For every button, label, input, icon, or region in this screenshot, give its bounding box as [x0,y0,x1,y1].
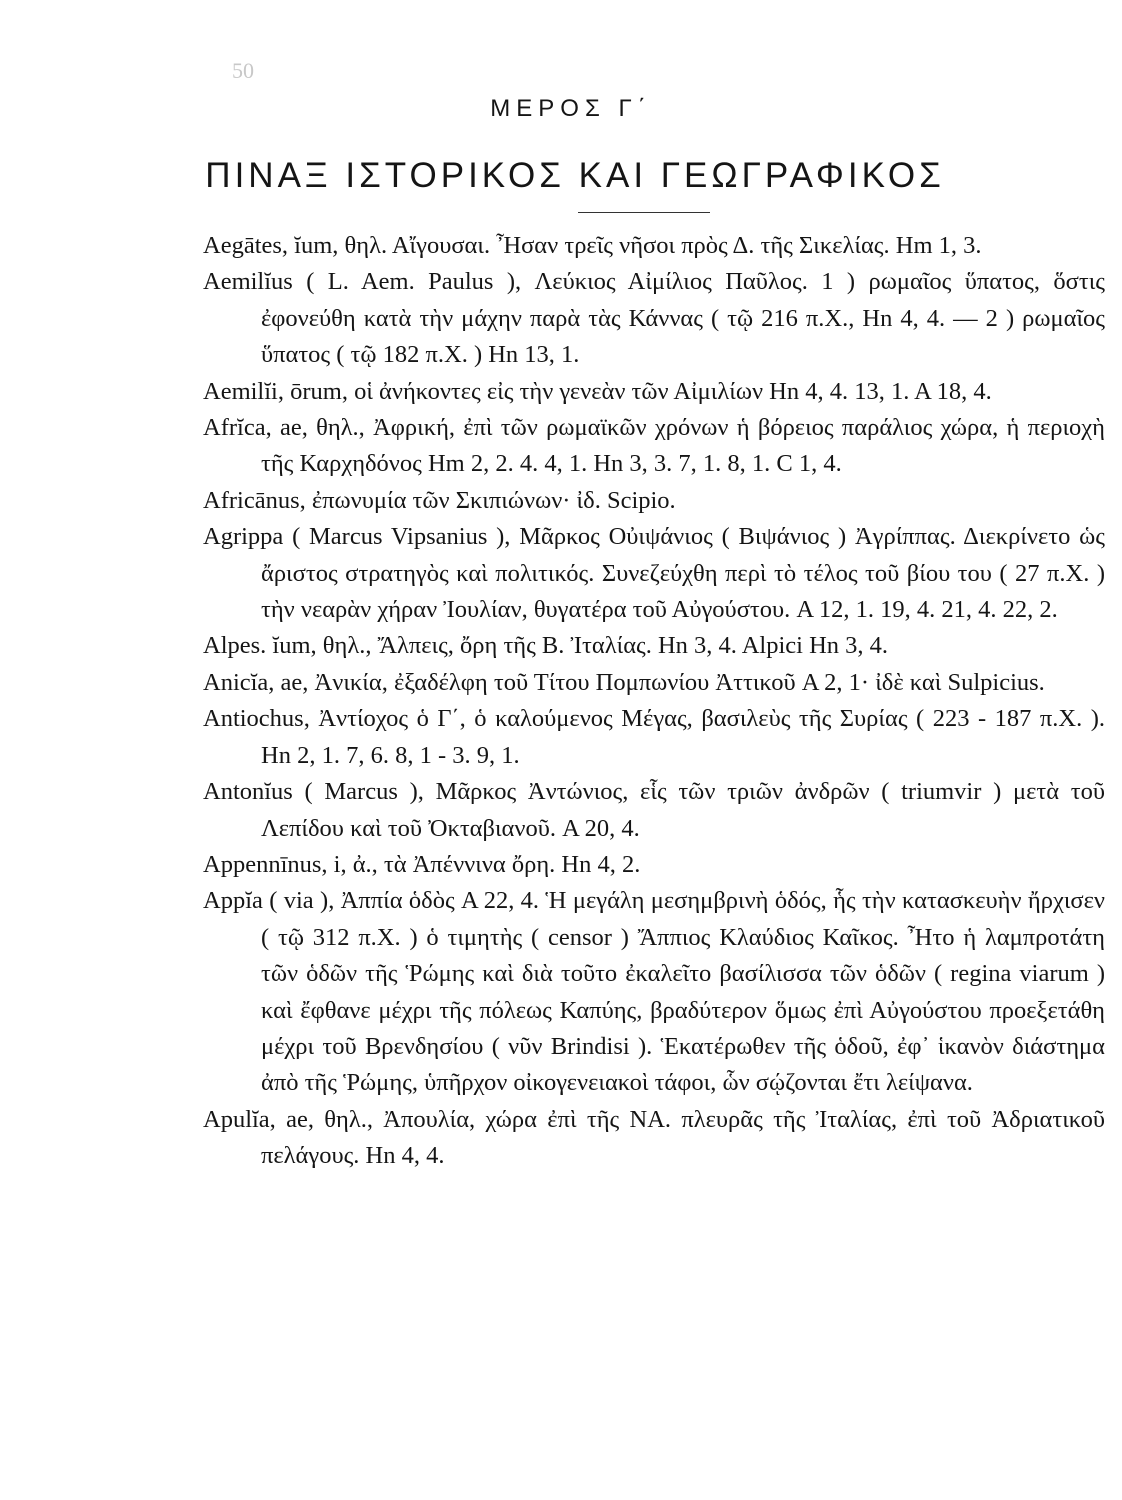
page-title: ΠΙΝΑΞ ΙΣΤΟΡΙΚΟΣ ΚΑΙ ΓΕΩΓΡΑΦΙΚΟΣ [205,156,945,195]
index-entry-apulia: Apulĭa, ae, θηλ., Ἀπουλία, χώρα ἐπὶ τῆς ΝΑ. πλευρᾶς τῆς Ἰταλίας, ἐπὶ τοῦ Ἀδριατικοῦ πελάγους. Hn 4, 4. [203,1105,1105,1170]
index-entry-appenninus: Appennīnus, i, ἀ., τὰ Ἀπέννινα ὄρη. Hn 4, 2. [203,850,641,878]
index-entry-aemilii: Aemilĭi, ōrum, οἱ ἀνήκοντες εἰς τὴν γενεὰν τῶν Αἰμιλίων Hn 4, 4. 13, 1. A 18, 4. [203,377,992,405]
part-heading: ΜΕΡΟΣ Γ΄ [490,95,652,122]
index-entry-anicia: Anicĭa, ae, Ἀνικία, ἐξαδέλφη τοῦ Τίτου Πομπωνίου Ἀττικοῦ A 2, 1· ἰδὲ καὶ Sulpicius. [203,668,1045,696]
title-divider [578,212,710,213]
index-entry-alpes: Alpes. ĭum, θηλ., Ἄλπεις, ὄρη τῆς Β. Ἰταλίας. Hn 3, 4. Alpici Hn 3, 4. [203,632,889,660]
index-entry-agrippa: Agrippa ( Marcus Vipsanius ), Μᾶρκος Οὐιψάνιος ( Βιψάνιος ) Ἀγρίππας. Διεκρίνετο ὡς ἄριστος στρατηγὸς καὶ πολιτικός. Συνεζεύχθη περὶ τὸ τέλος τοῦ βίου του ( 27 π.Χ. ) τὴν νεαρὰν χήραν Ἰουλίαν, θυγατέρα τοῦ Αὐγούστου. A 12, 1. 19, 4. 21, 4. 22, 2. [203,523,1105,624]
index-entry-antiochus: Antiochus, Ἀντίοχος ὁ Γ΄, ὁ καλούμενος Μέγας, βασιλεὺς τῆς Συρίας ( 223 - 187 π.Χ. ). Hn 2, 1. 7, 6. 8, 1 - 3. 9, 1. [203,705,1105,769]
page-number: 50 [232,58,254,83]
index-entry-africa: Afrĭca, ae, θηλ., Ἀφρική, ἐπὶ τῶν ρωμαϊκῶν χρόνων ἡ βόρειος παράλιος χώρα, ἡ περιοχὴ τῆς Καρχηδόνος Hm 2, 2. 4. 4, 1. Hn 3, 3. 7, 1. 8, 1. C 1, 4. [203,414,1105,478]
index-entry-appia: Appĭa ( via ), Ἀππία ὁδὸς A 22, 4. Ἡ μεγάλη μεσημβρινὴ ὁδός, ἧς τὴν κατασκευὴν ἤρχισεν ( τῷ 312 π.Χ. ) ὁ τιμητὴς ( censor ) Ἄππιος Κλαύδιος Καῖκος. Ἦτο ἡ λαμπροτάτη τῶν ὁδῶν τῆς Ῥώμης καὶ διὰ τοῦτο ἐκαλεῖτο βασίλισσα τῶν ὁδῶν ( regina viarum ) καὶ ἔφθανε μέχρι τῆς πόλεως Καπύης, βραδύτερον ὅμως ἐπὶ Αὐγούστου προεξετάθη μέχρι τοῦ Βρενδησίου ( νῦν Brindisi ). Ἑκατέρωθεν τῆς ὁδοῦ, ἐφ᾽ ἱκανὸν διάστημα ἀπὸ τῆς Ῥώμης, ὑπῆρχον οἰκογενειακοὶ τάφοι, ὧν σῴζονται ἔτι λείψανα. [203,887,1105,1097]
index-entry-antonius: Antonĭus ( Marcus ), Μᾶρκος Ἀντώνιος, εἷς τῶν τριῶν ἀνδρῶν ( triumvir ) μετὰ τοῦ Λεπίδου καὶ τοῦ Ὀκταβιανοῦ. A 20, 4. [203,778,1105,842]
index-entry-aegates: Aegātes, ĭum, θηλ. Αἴγουσαι. Ἦσαν τρεῖς νῆσοι πρὸς Δ. τῆς Σικελίας. Hm 1, 3. [203,232,982,259]
index-entry-aemilius: Aemilĭus ( L. Aem. Paulus ), Λεύκιος Αἰμίλιος Παῦλος. 1 ) ρωμαῖος ὕπατος, ὅστις ἐφονεύθη κατὰ τὴν μάχην παρὰ τὰς Κάννας ( τῷ 216 π.Χ., Hn 4, 4. — 2 ) ρωμαῖος ὕπατος ( τῷ 182 π.Χ. ) Hn 13, 1. [203,268,1105,369]
index-entry-africanus: Africānus, ἐπωνυμία τῶν Σκιπιώνων· ἰδ. Scipio. [203,486,676,514]
index-entries [203,228,1105,1175]
